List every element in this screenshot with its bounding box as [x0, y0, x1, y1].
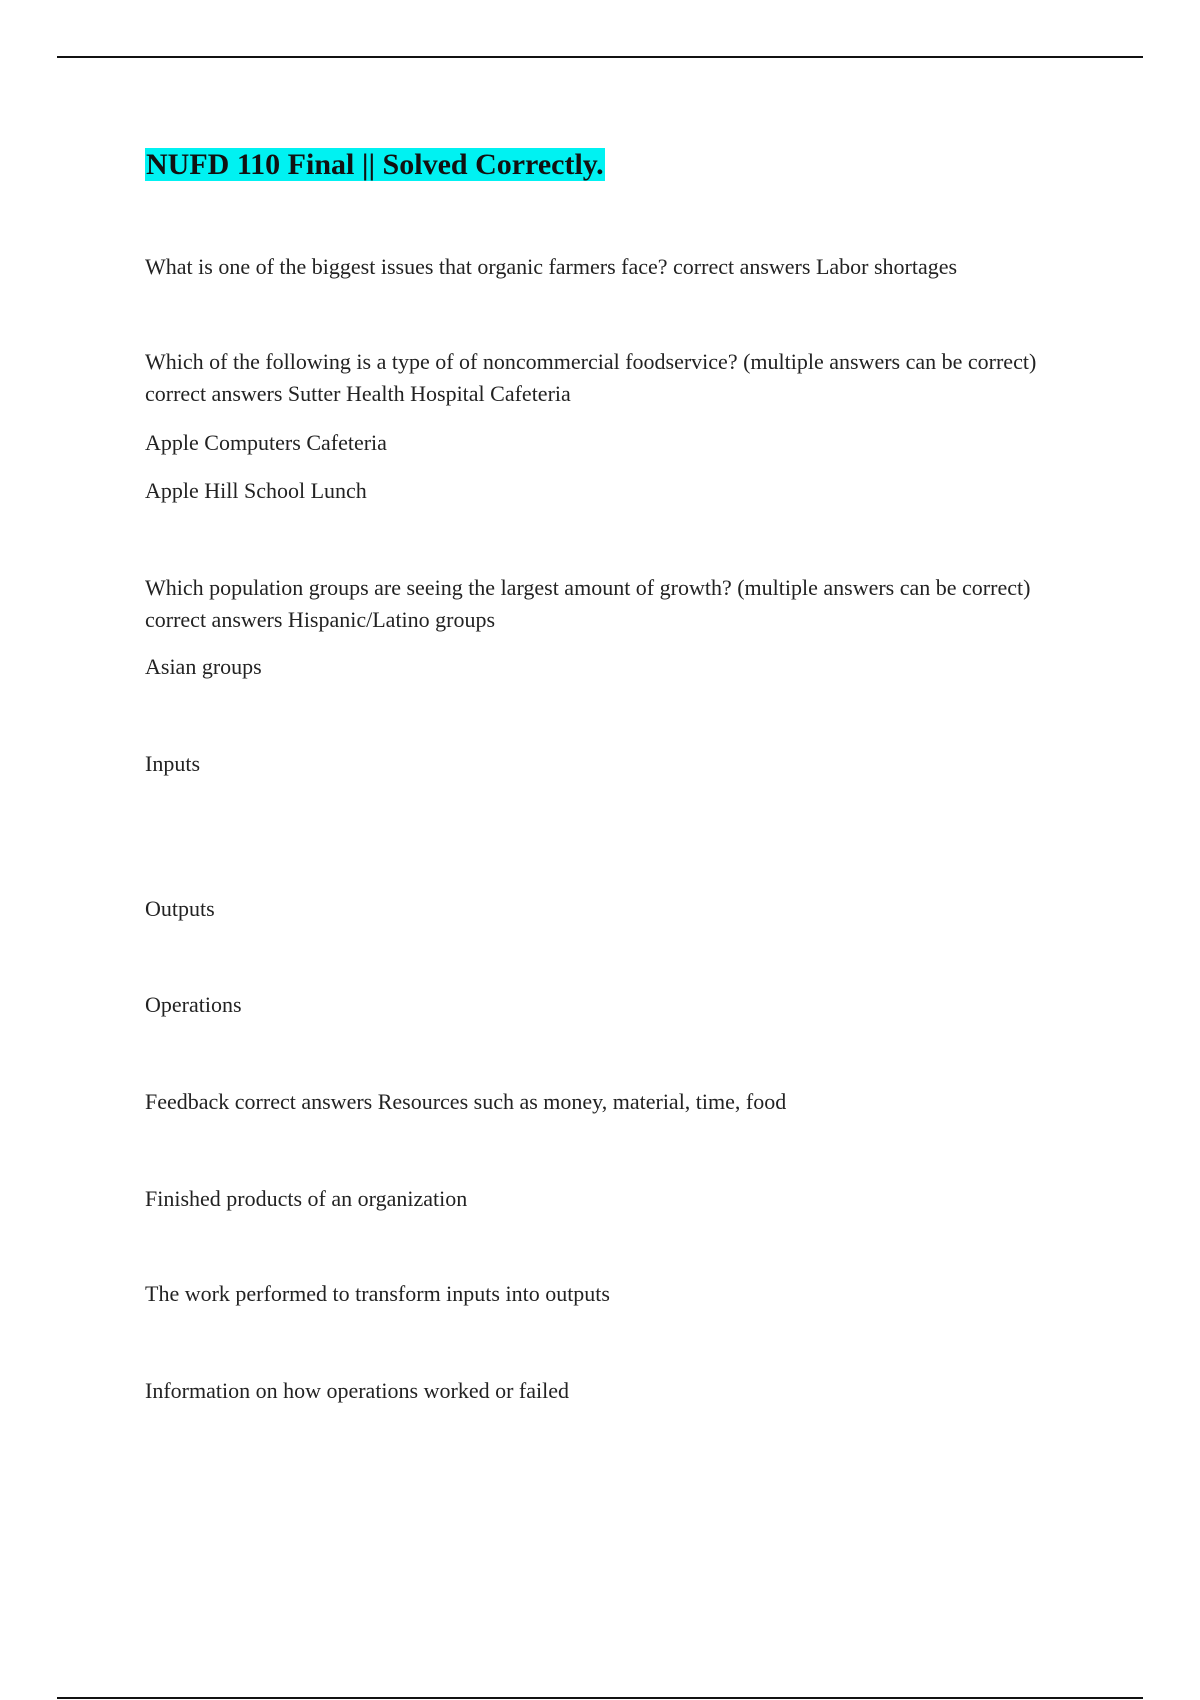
- page-top-rule: [57, 56, 1143, 58]
- definition-finished-products: Finished products of an organization: [145, 1186, 468, 1211]
- page-bottom-rule: [57, 1697, 1143, 1699]
- definition-work-performed: The work performed to transform inputs into outputs: [145, 1281, 610, 1306]
- question-noncommercial-foodservice: Which of the following is a type of of noncommercial foodservice? (multiple answers can be correct) correct answers Sutter Health Hospital Cafeteria: [145, 349, 1037, 406]
- document-title: [145, 145, 605, 185]
- answer-apple-hill-school-lunch: Apple Hill School Lunch: [145, 478, 367, 503]
- question-organic-farmers: What is one of the biggest issues that organic farmers face? correct answers Labor shortages: [145, 254, 958, 279]
- term-outputs: Outputs: [145, 896, 215, 921]
- title-highlight: NUFD 110 Final || Solved Correctly.: [146, 148, 604, 181]
- definition-information-operations: Information on how operations worked or failed: [145, 1378, 569, 1403]
- term-operations: Operations: [145, 992, 242, 1017]
- term-feedback: Feedback correct answers Resources such as money, material, time, food: [145, 1089, 787, 1114]
- answer-apple-computers-cafeteria: Apple Computers Cafeteria: [145, 430, 387, 455]
- term-inputs: Inputs: [145, 751, 200, 776]
- answer-asian-groups: Asian groups: [145, 654, 262, 679]
- question-population-growth: Which population groups are seeing the largest amount of growth? (multiple answers can be correct) correct answers Hispanic/Latino groups: [145, 575, 1031, 632]
